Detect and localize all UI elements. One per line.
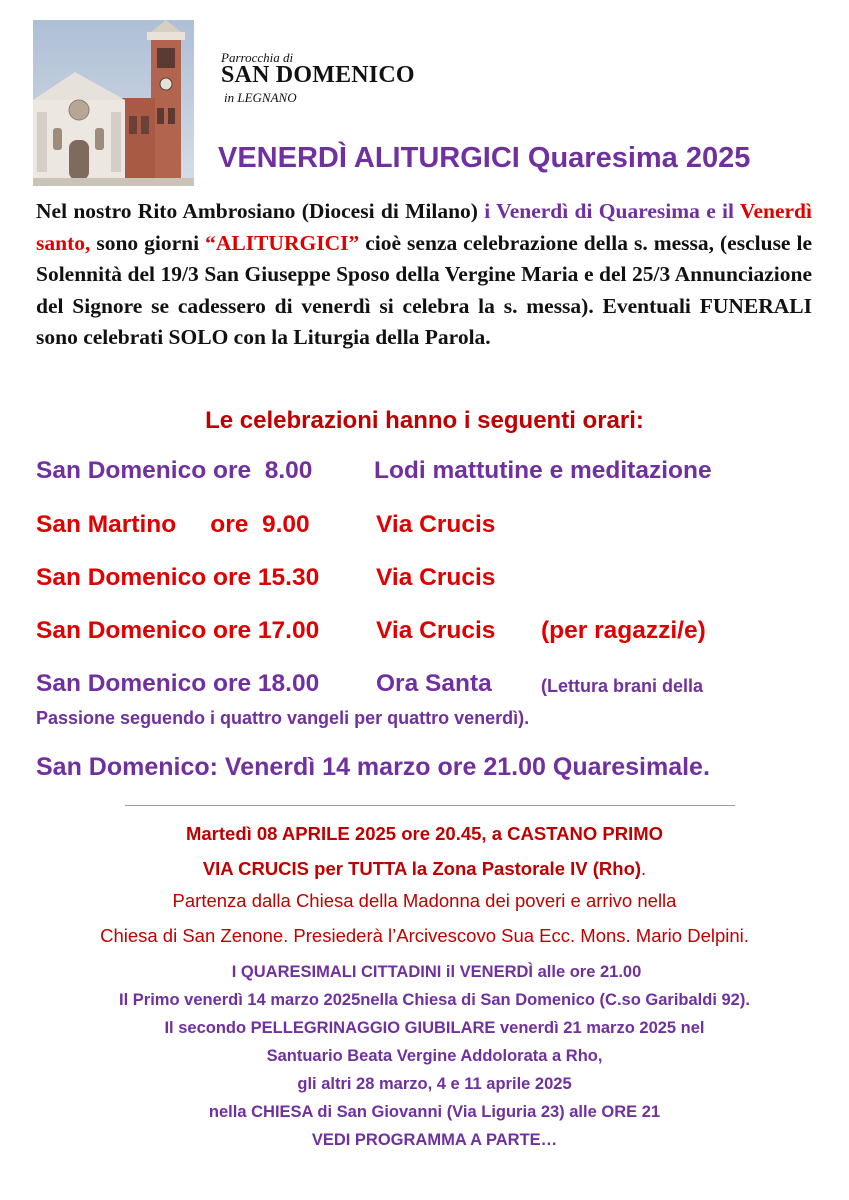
quaresimali-line-6: nella CHIESA di San Giovanni (Via Liguria 23) alle ORE 21 (208, 1103, 661, 1121)
intro-part-1: Nel nostro Rito Ambrosiano (Diocesi di Milano) (36, 199, 485, 223)
parish-city: in LEGNANO (224, 90, 297, 105)
church-photo (33, 20, 194, 186)
schedule-place: San Martino ore 9.00 (36, 511, 310, 538)
parish-prefix: Parrocchia di (221, 50, 294, 65)
quaresimale-line: San Domenico: Venerdì 14 marzo ore 21.00 Quaresimale. (36, 753, 710, 781)
schedule-place: San Domenico ore 18.00 (36, 670, 320, 697)
quaresimali-line-2: Il Primo venerdì 14 marzo 2025nella Chiesa di San Domenico (C.so Garibaldi 92). (119, 991, 750, 1009)
schedule-note: (Lettura brani della (541, 676, 704, 696)
passione-line: Passione seguendo i quattro vangeli per quattro venerdì). (36, 708, 530, 728)
schedule-what: Via Crucis (376, 617, 496, 644)
schedule-place: San Domenico ore 17.00 (36, 617, 320, 644)
intro-part-5: “ALITURGICI” (205, 230, 360, 255)
intro-part-4: sono giorni (90, 230, 206, 255)
schedule-what: Via Crucis (376, 564, 496, 591)
parish-name: SAN DOMENICO (221, 62, 415, 88)
quaresimali-line-1: I QUARESIMALI CITTADINI il VENERDÌ alle ore 21.00 (231, 963, 642, 981)
schedule-what: Via Crucis (376, 511, 496, 538)
quaresimali-line-4: Santuario Beata Vergine Addolorata a Rho, (266, 1047, 603, 1065)
via-crucis-line-2-text: VIA CRUCIS per TUTTA la Zona Pastorale IV (Rho) (202, 858, 642, 879)
via-crucis-line-2 (0, 858, 849, 880)
schedule-heading: Le celebrazioni hanno i seguenti orari: (205, 407, 644, 434)
page-title: VENERDÌ ALITURGICI Quaresima 2025 (218, 142, 751, 174)
intro-part-2: i Venerdì di Quaresima e il (484, 199, 740, 223)
schedule-place: San Domenico ore 15.30 (36, 564, 320, 591)
quaresimali-line-3: Il secondo PELLEGRINAGGIO GIUBILARE venerdì 21 marzo 2025 nel (164, 1019, 705, 1037)
intro-part-6: cioè senza celebrazione della s. messa, (escluse le Solennità del 19/3 San Giuseppe Sposo della Vergine Maria e del 25/3 Annunciazione del Signore se cadessero di venerdì si celebra la s. messa). Eventuali FUNERALI sono celebrati SOLO con la Liturgia della Parola. (36, 230, 812, 349)
via-crucis-line-3: Partenza dalla Chiesa della Madonna dei poveri e arrivo nella (172, 890, 677, 911)
schedule-note: (per ragazzi/e) (541, 617, 706, 644)
quaresimali-line-7: VEDI PROGRAMMA A PARTE… (311, 1131, 558, 1149)
schedule-what: Ora Santa (376, 670, 492, 697)
via-crucis-line-1: Martedì 08 APRILE 2025 ore 20.45, a CASTANO PRIMO (185, 823, 664, 844)
via-crucis-line-4: Chiesa di San Zenone. Presiederà l’Arcivescovo Sua Ecc. Mons. Mario Delpini. (100, 925, 749, 946)
via-crucis-line-2-end: . (641, 858, 647, 879)
schedule-what: Lodi mattutine e meditazione (374, 457, 712, 484)
divider (125, 805, 735, 806)
intro-part-3: Venerdì santo, (36, 199, 812, 255)
schedule-place: San Domenico ore 8.00 (36, 457, 313, 484)
intro-paragraph (36, 196, 812, 354)
quaresimali-line-5: gli altri 28 marzo, 4 e 11 aprile 2025 (297, 1075, 572, 1093)
